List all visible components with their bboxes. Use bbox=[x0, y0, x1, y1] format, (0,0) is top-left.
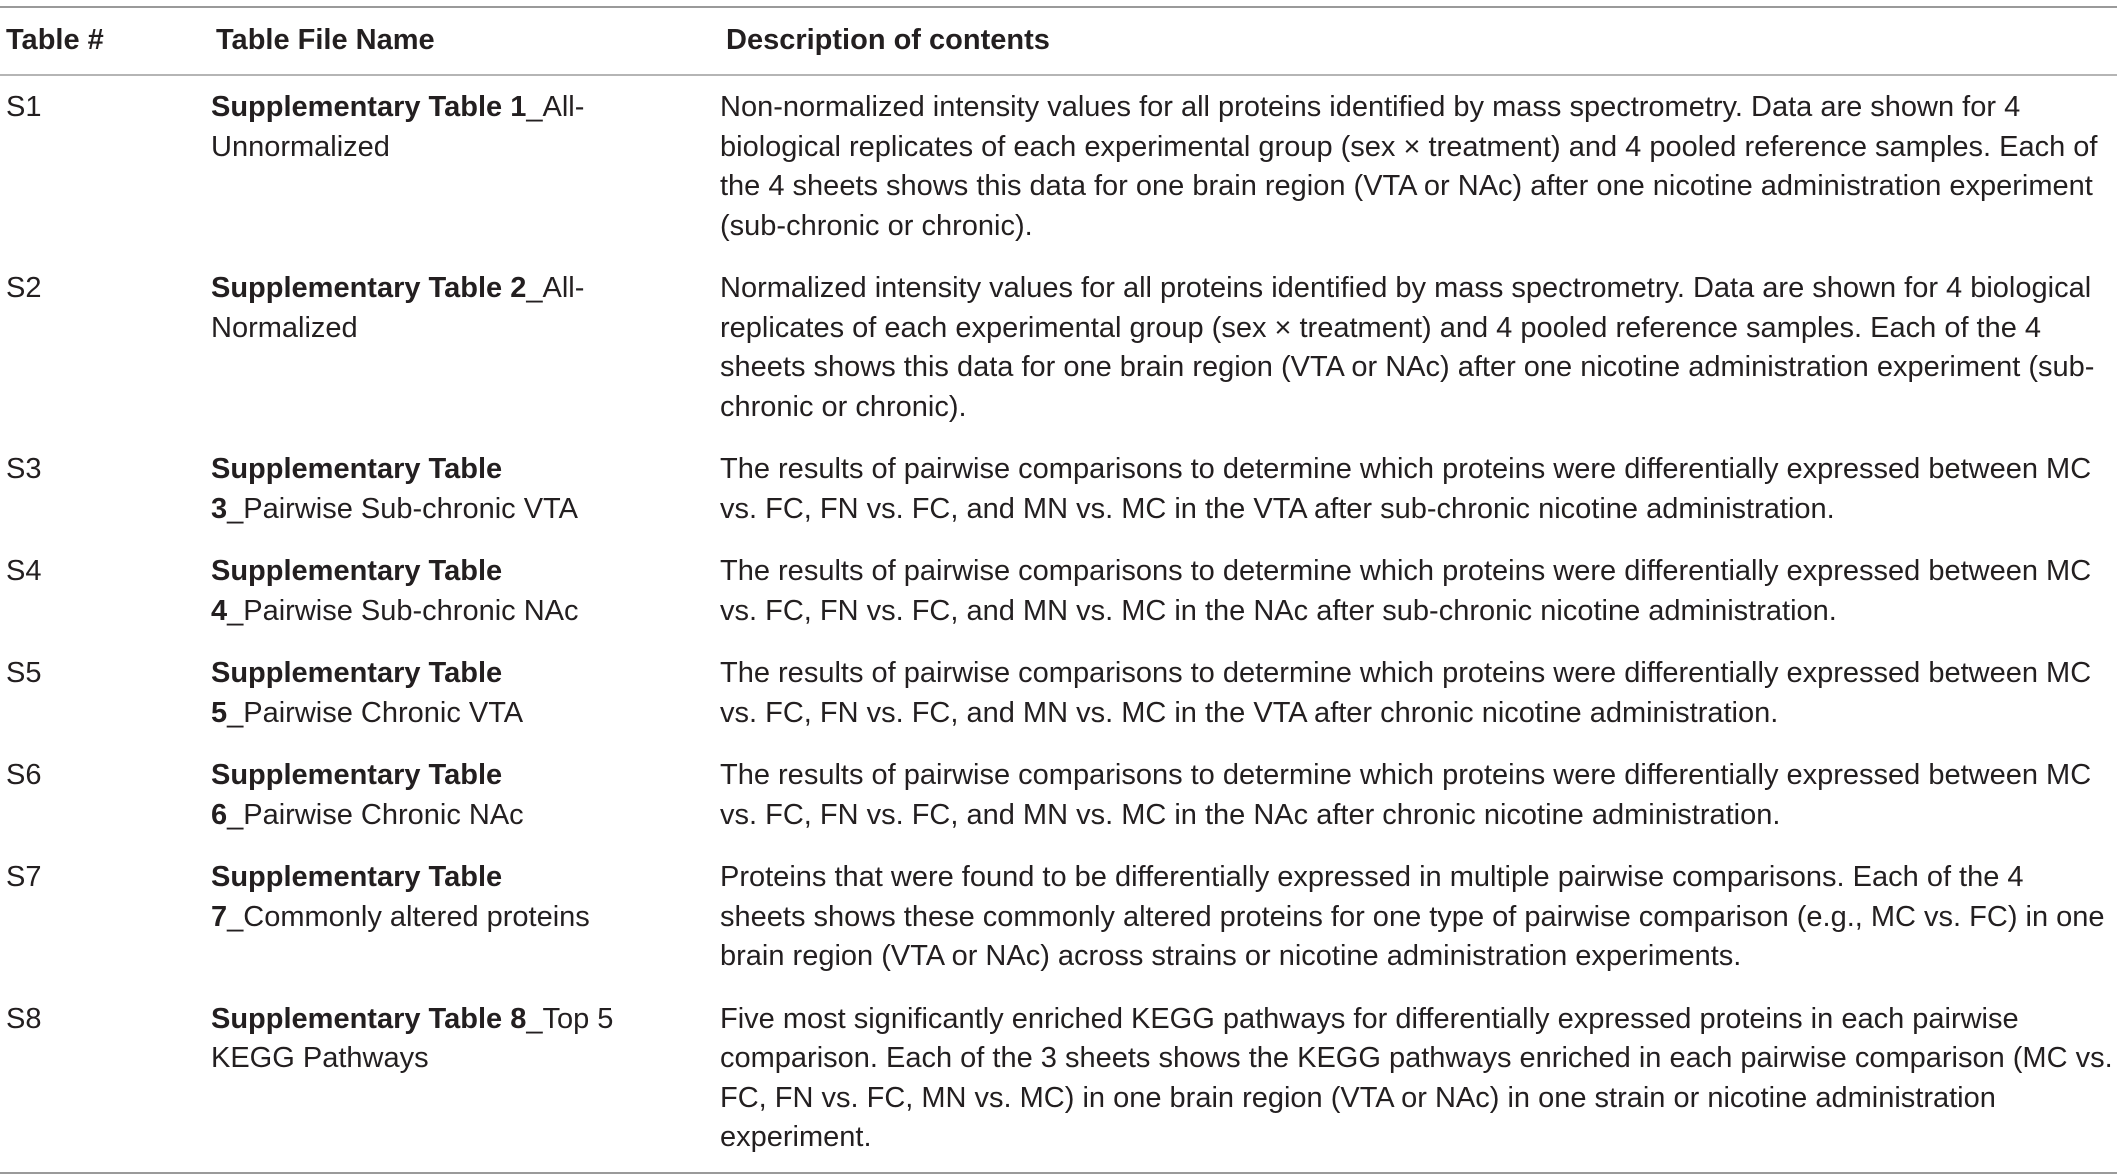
row-file-name bbox=[210, 842, 720, 984]
row-file-name bbox=[210, 253, 720, 434]
table-row bbox=[0, 740, 2117, 842]
header-row bbox=[0, 7, 2117, 75]
file-name-suffix: _Pairwise Chronic NAc bbox=[227, 798, 524, 831]
file-name-suffix: _Pairwise Sub-chronic NAc bbox=[227, 594, 579, 627]
row-file-name bbox=[210, 638, 720, 740]
row-id: S7 bbox=[6, 861, 42, 893]
file-name-bold: Supplementary Table 1 bbox=[211, 91, 527, 123]
row-id: S6 bbox=[6, 759, 42, 791]
file-name-bold: Supplementary Table 2 bbox=[211, 272, 527, 304]
file-name-bold: Supplementary Table 4 bbox=[211, 555, 503, 627]
header-table-number: Table # bbox=[0, 7, 210, 75]
row-description: Normalized intensity values for all proteins identified by mass spectrometry. Data are shown for 4 biological replicates of each experimental group (sex × treatment) and 4 pooled reference samples. Each of the 4 sheets shows this data for one brain region (VTA or NAc) after one nicotine administration experiment (sub-chronic or chronic). bbox=[720, 272, 2095, 423]
table-row bbox=[0, 253, 2117, 434]
header-file-name: Table File Name bbox=[210, 7, 720, 75]
row-file-name bbox=[210, 536, 720, 638]
file-name-bold: Supplementary Table 6 bbox=[211, 759, 503, 831]
row-id: S4 bbox=[6, 555, 42, 587]
row-description: The results of pairwise comparisons to determine which proteins were differentially expressed between MC vs. FC, FN vs. FC, and MN vs. MC in the NAc after sub-chronic nicotine administration. bbox=[720, 555, 2092, 627]
file-name-suffix: _Pairwise Chronic VTA bbox=[227, 696, 524, 729]
row-id: S1 bbox=[6, 91, 42, 123]
row-id: S3 bbox=[6, 453, 42, 485]
header-description: Description of contents bbox=[720, 7, 2117, 75]
file-name-suffix: _Pairwise Sub-chronic VTA bbox=[227, 492, 578, 525]
table-row bbox=[0, 434, 2117, 536]
row-description: Five most significantly enriched KEGG pathways for differentially expressed proteins in each pairwise comparison. Each of the 3 sheets shows the KEGG pathways enriched in each pairwise comparison (MC vs. FC, FN vs. FC, MN vs. MC) in one brain region (VTA or NAc) in one strain or nicotine administration experiment. bbox=[720, 1002, 2113, 1153]
file-name-suffix: _All-Unnormalized bbox=[211, 91, 585, 163]
table-body bbox=[0, 75, 2117, 1173]
row-description: The results of pairwise comparisons to determine which proteins were differentially expressed between MC vs. FC, FN vs. FC, and MN vs. MC in the NAc after chronic nicotine administration. bbox=[720, 759, 2092, 831]
row-file-name bbox=[210, 740, 720, 842]
file-name-bold: Supplementary Table 7 bbox=[211, 861, 503, 933]
row-file-name bbox=[210, 984, 720, 1173]
row-description: Proteins that were found to be differentially expressed in multiple pairwise comparisons. Each of the 4 sheets shows these commonly altered proteins for one type of pairwise comparison (e.g., MC vs. FC) in one brain region (VTA or NAc) across strains or nicotine administration experiments. bbox=[720, 861, 2105, 972]
file-name-suffix: _Commonly altered proteins bbox=[227, 900, 590, 933]
table-row bbox=[0, 842, 2117, 984]
row-description: The results of pairwise comparisons to determine which proteins were differentially expressed between MC vs. FC, FN vs. FC, and MN vs. MC in the VTA after sub-chronic nicotine administration. bbox=[720, 453, 2092, 525]
row-description: Non-normalized intensity values for all proteins identified by mass spectrometry. Data are shown for 4 biological replicates of each experimental group (sex × treatment) and 4 pooled reference samples. Each of the 4 sheets shows this data for one brain region (VTA or NAc) after one nicotine administration experiment (sub-chronic or chronic). bbox=[720, 91, 2098, 242]
table-header bbox=[0, 7, 2117, 75]
file-name-bold: Supplementary Table 5 bbox=[211, 657, 503, 729]
row-description: The results of pairwise comparisons to determine which proteins were differentially expressed between MC vs. FC, FN vs. FC, and MN vs. MC in the VTA after chronic nicotine administration. bbox=[720, 657, 2092, 729]
table-row bbox=[0, 536, 2117, 638]
file-name-bold: Supplementary Table 8 bbox=[211, 1002, 527, 1035]
row-id: S2 bbox=[6, 272, 42, 304]
file-name-suffix: _Top 5 KEGG Pathways bbox=[211, 1002, 614, 1074]
supplementary-tables-table bbox=[0, 6, 2117, 1174]
table-row bbox=[0, 75, 2117, 253]
file-name-suffix: _All-Normalized bbox=[211, 272, 585, 344]
table-row bbox=[0, 984, 2117, 1173]
row-id: S8 bbox=[6, 1002, 42, 1035]
row-file-name bbox=[210, 434, 720, 536]
table-row bbox=[0, 638, 2117, 740]
row-id: S5 bbox=[6, 657, 42, 689]
row-file-name bbox=[210, 75, 720, 253]
file-name-bold: Supplementary Table 3 bbox=[211, 453, 503, 525]
